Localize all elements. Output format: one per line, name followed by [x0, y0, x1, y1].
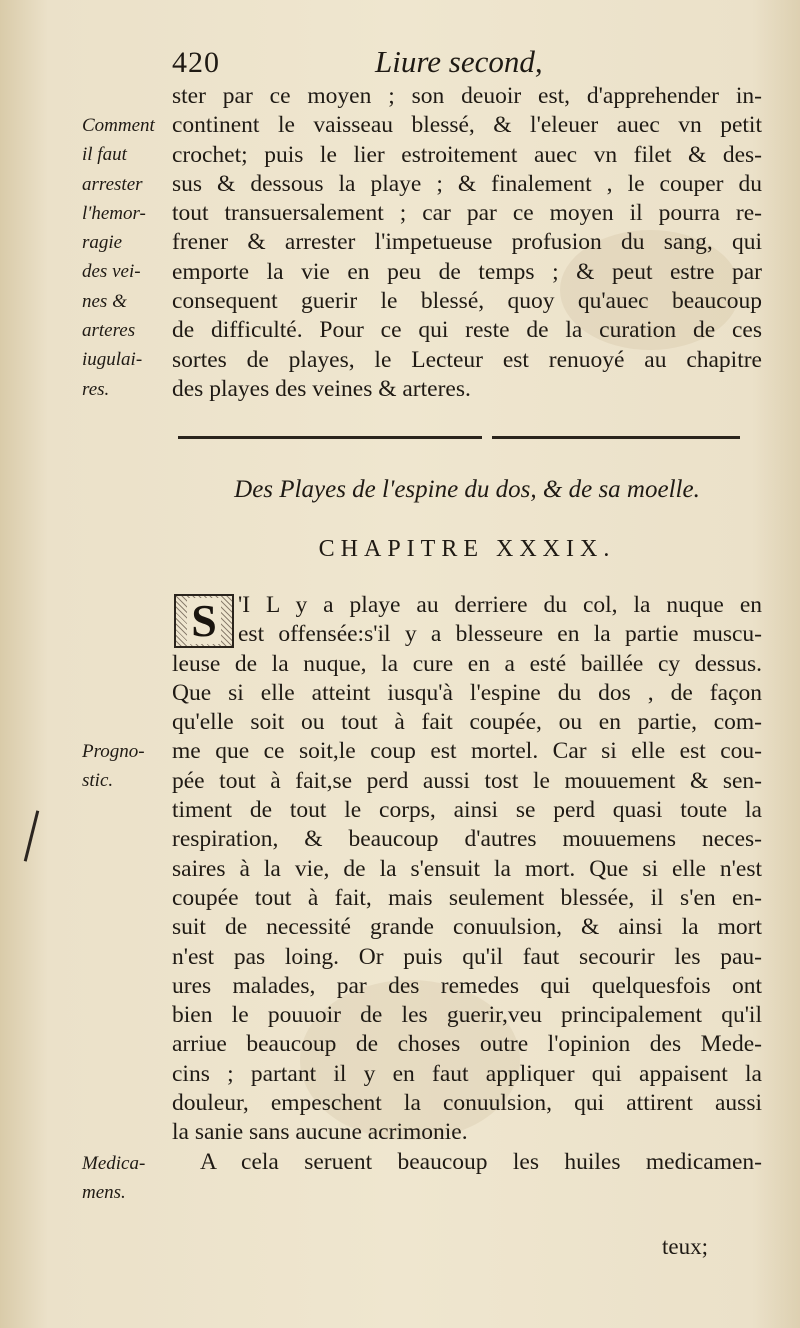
- paragraph-continuation: [172, 82, 762, 404]
- text-line: bien le pouuoir de les guerir,veu principalement qu'il: [172, 1002, 762, 1029]
- margin-line: des vei-: [82, 261, 141, 283]
- text-line: tout transuersalement ; car par ce moyen il pourra re-: [172, 200, 762, 227]
- text-line: suit de necessité grande conuulsion, & ainsi la mort: [172, 914, 762, 941]
- text-line: leuse de la nuque, la cure en a esté baillée cy dessus.: [172, 650, 762, 677]
- text-line: continent le vaisseau blessé, & l'eleuer auec vn petit: [172, 112, 762, 139]
- ink-mark: [24, 810, 39, 861]
- catchword: teux;: [662, 1234, 708, 1259]
- margin-line: res.: [82, 378, 110, 400]
- text-line: respiration, & beaucoup d'autres mouuemens neces-: [172, 826, 762, 853]
- margin-line: nes &: [82, 290, 127, 312]
- text-line: frener & arrester l'impetueuse profusion du sang, qui: [172, 229, 762, 256]
- margin-line: il faut: [82, 144, 127, 166]
- text-line: n'est pas loing. Or puis qu'il faut secourir les pau-: [172, 943, 762, 970]
- text-line: Que si elle atteint iusqu'à l'espine du dos , de façon: [172, 679, 762, 706]
- margin-note-prognostic: [82, 737, 172, 796]
- text-line: arriue beaucoup de choses outre l'opinion des Mede-: [172, 1031, 762, 1058]
- section-divider: [492, 436, 740, 439]
- text-line: qu'elle soit ou tout à fait coupée, ou en partie, com-: [172, 709, 762, 736]
- text-line: est offensée:s'il y a blesseure en la partie muscu-: [238, 621, 762, 648]
- text-line: A cela seruent beaucoup les huiles medicamen-: [200, 1148, 762, 1175]
- margin-line: Comment: [82, 115, 155, 136]
- text-line: saires à la vie, de la s'ensuit la mort. Que si elle n'est: [172, 855, 762, 882]
- section-title: Des Playes de l'espine du dos, & de sa moelle.: [234, 476, 700, 503]
- running-title: Liure second,: [375, 44, 543, 79]
- margin-line: ragie: [82, 232, 123, 254]
- text-line: pée tout à fait,se perd aussi tost le mouuement & sen-: [172, 767, 762, 794]
- margin-line: Progno-: [82, 741, 145, 762]
- text-line: la sanie sans aucune acrimonie.: [172, 1119, 468, 1146]
- margin-note-hemorrhage: [82, 111, 172, 404]
- margin-line: arrester: [82, 173, 143, 195]
- text-line: 'I L y a playe au derriere du col, la nuque en: [238, 592, 762, 618]
- text-line: des playes des veines & arteres.: [172, 375, 471, 402]
- text-line: emporte la vie en peu de temps ; & peut estre par: [172, 258, 762, 285]
- text-line: coupée tout à fait, mais seulement blessée, il s'en en-: [172, 884, 762, 911]
- chapter-body: [172, 591, 762, 1177]
- section-divider: [178, 436, 482, 439]
- margin-line: mens.: [82, 1182, 126, 1204]
- margin-line: stic.: [82, 770, 114, 792]
- text-line: sus & dessous la playe ; & finalement , le couper du: [172, 170, 762, 197]
- margin-line: l'hemor-: [82, 202, 146, 224]
- initial-letter: S: [187, 598, 221, 644]
- text-line: crochet; puis le lier estroitement auec vn filet & des-: [172, 141, 762, 168]
- page-number: 420: [172, 46, 220, 79]
- text-line: consequent guerir le blessé, quoy qu'auec beaucoup: [172, 288, 762, 315]
- margin-note-medicaments: [82, 1149, 172, 1208]
- text-line: me que ce soit,le coup est mortel. Car si elle est cou-: [172, 738, 762, 765]
- text-line: sortes de playes, le Lecteur est renuoyé au chapitre: [172, 346, 762, 373]
- margin-line: Medica-: [82, 1153, 146, 1174]
- text-line: timent de tout le corps, ainsi se perd quasi toute la: [172, 797, 762, 824]
- text-line: cins ; partant il y en faut appliquer qui appaisent la: [172, 1060, 762, 1087]
- text-line: douleur, empeschent la conuulsion, qui attirent aussi: [172, 1090, 762, 1117]
- chapter-heading: CHAPITRE XXXIX.: [318, 536, 616, 562]
- text-line: de difficulté. Pour ce qui reste de la curation de ces: [172, 317, 762, 344]
- text-line: ures malades, par des remedes qui quelquesfois ont: [172, 972, 762, 999]
- text-line: ster par ce moyen ; son deuoir est, d'apprehender in-: [172, 83, 762, 109]
- margin-line: iugulai-: [82, 349, 143, 371]
- margin-line: arteres: [82, 320, 136, 342]
